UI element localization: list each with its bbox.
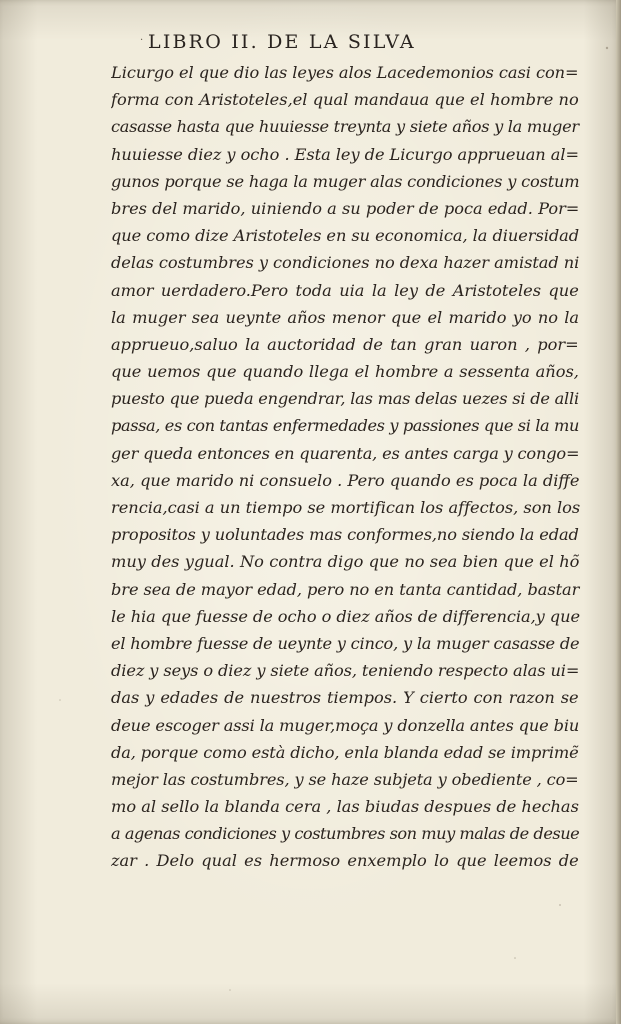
text-line: que como dize Aristoteles en su economica, la diuersidad (111, 226, 580, 246)
text-line: a agenas condiciones y costumbres son muy malas de desue (111, 824, 580, 844)
text-line: deue escoger assi la muger,moça y donzella antes que biu (111, 715, 580, 735)
text-line: bres del marido, uiniendo a su poder de poca edad. Por= (111, 198, 580, 218)
text-line: que uemos que quando llega el hombre a sessenta años, (111, 362, 579, 382)
text-line: Licurgo el que dio las leyes alos Lacedemonios casi con= (111, 63, 579, 82)
running-head: LIBRO II. DE LA SILVA (148, 31, 416, 53)
text-line: da, porque como està dicho, enla blanda edad se imprimẽ (111, 742, 579, 762)
text-line: la muger sea ueynte años menor que el marido yo no la (111, 307, 580, 327)
text-line: huuiesse diez y ocho . Esta ley de Licurgo apprueuan al= (111, 144, 580, 164)
text-line: diez y seys o diez y siete años, teniendo respecto alas ui= (111, 661, 580, 681)
text-line: xa, que marido ni consuelo . Pero quando es poca la diffe (111, 470, 580, 490)
text-line: gunos porque se haga la muger alas condiciones y costum (111, 171, 580, 191)
text-line: das y edades de nuestros tiempos. Y cierto con razon se (111, 688, 579, 708)
text-line: zar . Delo qual es hermoso enxemplo lo que leemos de (111, 851, 579, 871)
text-line: bre sea de mayor edad, pero no en tanta cantidad, bastar (111, 579, 580, 599)
text-line: ger queda entonces en quarenta, es antes carga y congo= (111, 443, 580, 463)
body-text (111, 59, 581, 875)
text-line: le hia que fuesse de ocho o diez años de differencia,y que (111, 606, 580, 626)
text-line: muy des ygual. No contra digo que no sea bien que el hõ (111, 552, 580, 572)
text-line: el hombre fuesse de ueynte y cinco, y la muger casasse de (111, 633, 580, 653)
text-line: mejor las costumbres, y se haze subjeta y obediente , co= (111, 769, 579, 789)
text-line: propositos y uoluntades mas conformes,no siendo la edad (111, 525, 579, 545)
text-line: casasse hasta que huuiesse treynta y siete años y la muger (111, 117, 579, 137)
page-edge (616, 0, 621, 1024)
text-line: mo al sello la blanda cera , las biudas despues de hechas (111, 797, 579, 817)
text-line: forma con Aristoteles,el qual mandaua que el hombre no (111, 90, 579, 110)
text-line: rencia,casi a un tiempo se mortifican los affectos, son los (111, 498, 581, 517)
ornament-mark: · (140, 35, 144, 46)
text-line: puesto que pueda engendrar, las mas delas uezes si de alli (111, 389, 579, 409)
text-line: passa, es con tantas enfermedades y passiones que si la mu (111, 416, 580, 436)
text-line: amor uerdadero.Pero toda uia la ley de Aristoteles que (111, 280, 579, 300)
text-line: delas costumbres y condiciones no dexa hazer amistad ni (111, 253, 580, 273)
text-line: apprueuo,saluo la auctoridad de tan gran uaron , por= (111, 334, 579, 354)
